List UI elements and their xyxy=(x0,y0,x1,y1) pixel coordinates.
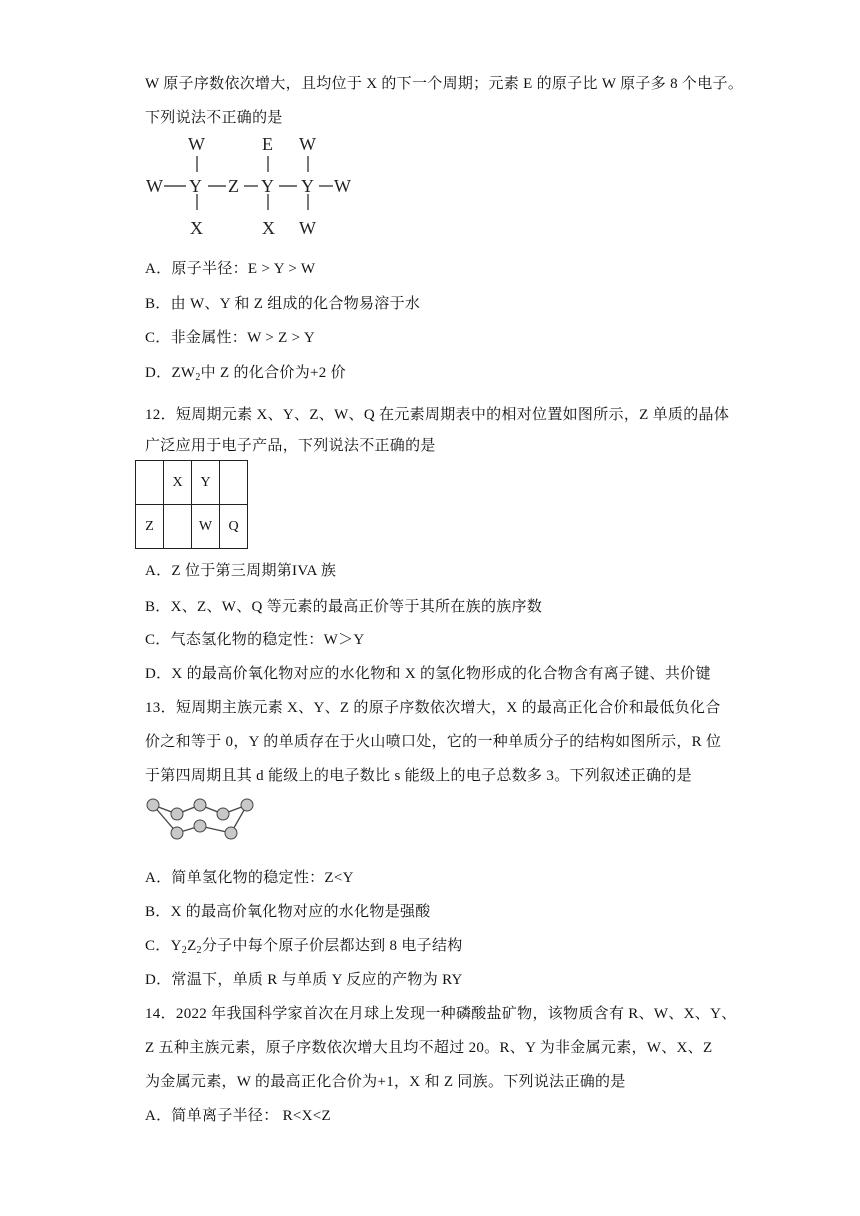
option-text: 分子中每个原子价层都达到 8 电子结构 xyxy=(201,938,463,954)
periodic-table-fragment xyxy=(135,460,248,549)
q11-option-a: A．原子半径：E > Y > W xyxy=(145,261,316,277)
intro-text-line-2: 下列说法不正确的是 xyxy=(145,110,283,126)
atom-label: X xyxy=(190,218,203,238)
formula-main: Z xyxy=(187,938,197,954)
table-cell xyxy=(136,461,164,505)
atom-label: W xyxy=(299,134,316,154)
sulfur-atom xyxy=(171,827,183,839)
q14-stem-line-3: 为金属元素，W 的最高正化合价为+1，X 和 Z 同族。下列说法正确的是 xyxy=(145,1074,626,1090)
q13-stem-line-3: 于第四周期且其 d 能级上的电子数比 s 能级上的电子总数多 3。下列叙述正确的是 xyxy=(145,768,692,784)
q12-option-c: C．气态氢化物的稳定性：W＞Y xyxy=(145,632,365,648)
atom-label: W xyxy=(188,134,205,154)
sulfur-atom xyxy=(225,827,237,839)
q13-option-b: B．X 的最高价氧化物对应的水化物是强酸 xyxy=(145,904,431,920)
atom-label: Z xyxy=(228,176,239,196)
q14-stem-line-1: 14．2022 年我国科学家首次在月球上发现一种磷酸盐矿物，该物质含有 R、W、X、Y、 xyxy=(145,1006,737,1022)
q11-option-b: B．由 W、Y 和 Z 组成的化合物易溶于水 xyxy=(145,296,421,312)
formula-subscript: 2 xyxy=(181,945,188,956)
atom-label: Y xyxy=(189,176,202,196)
q13-option-a: A．简单氢化物的稳定性：Z<Y xyxy=(145,870,354,886)
atom-label: Y xyxy=(261,176,274,196)
sulfur-atom xyxy=(241,799,253,811)
table-cell: Z xyxy=(136,505,164,549)
atom-label: W xyxy=(299,218,316,238)
sulfur-atom xyxy=(194,820,206,832)
option-text: 中 Z 的化合价为+2 价 xyxy=(200,365,346,381)
table-cell xyxy=(220,461,248,505)
formula-subscript: 2 xyxy=(195,372,201,383)
sulfur-atom xyxy=(147,799,159,811)
table-cell: W xyxy=(192,505,220,549)
q12-stem-line-2: 广泛应用于电子产品，下列说法不正确的是 xyxy=(145,438,436,454)
formula-main: ZW xyxy=(171,365,196,381)
table-cell: Y xyxy=(192,461,220,505)
q13-stem-line-2: 价之和等于 0，Y 的单质存在于火山喷口处，它的一种单质分子的结构如图所示，R 位 xyxy=(145,734,722,750)
q14-option-a: A．简单离子半径： R<X<Z xyxy=(145,1108,332,1124)
q13-option-c xyxy=(145,934,463,956)
q12-option-b: B．X、Z、W、Q 等元素的最高正价等于其所在族的族序数 xyxy=(145,599,543,615)
sulfur-atom xyxy=(194,799,206,811)
sulfur-atom xyxy=(217,808,229,820)
q13-option-d: D．常温下，单质 R 与单质 Y 反应的产物为 RY xyxy=(145,972,463,988)
atom-label: E xyxy=(262,134,273,154)
formula-subscript: 2 xyxy=(196,945,202,956)
intro-text-line-1: W 原子序数依次增大，且均位于 X 的下一个周期；元素 E 的原子比 W 原子多 8 个电子。 xyxy=(145,76,744,92)
table-cell: Q xyxy=(220,505,248,549)
atom-label: W xyxy=(146,176,163,196)
option-prefix: C．Y xyxy=(145,938,182,954)
q13-stem-line-1: 13．短周期主族元素 X、Y、Z 的原子序数依次增大，X 的最高正化合价和最低负化合 xyxy=(145,700,721,716)
q12-option-a: A．Z 位于第三周期第IVA 族 xyxy=(145,563,337,579)
atom-label: X xyxy=(262,218,275,238)
q11-option-c: C．非金属性：W > Z > Y xyxy=(145,330,316,346)
crown-molecule-diagram xyxy=(143,793,263,853)
option-prefix: D． xyxy=(145,365,172,381)
atom-label: W xyxy=(334,176,351,196)
q14-stem-line-2: Z 五种主族元素，原子序数依次增大且均不超过 20。R、Y 为非金属元素，W、X、Z xyxy=(145,1040,713,1056)
q12-option-d: D．X 的最高价氧化物对应的水化物和 X 的氢化物形成的化合物含有离子键、共价键 xyxy=(145,666,711,682)
atom-label: Y xyxy=(301,176,314,196)
table-cell xyxy=(164,505,192,549)
table-cell: X xyxy=(164,461,192,505)
sulfur-atom xyxy=(171,808,183,820)
q11-option-d xyxy=(145,361,346,383)
q12-stem-line-1: 12．短周期元素 X、Y、Z、W、Q 在元素周期表中的相对位置如图所示，Z 单质的晶体 xyxy=(145,407,730,423)
structural-formula-diagram xyxy=(140,130,380,240)
